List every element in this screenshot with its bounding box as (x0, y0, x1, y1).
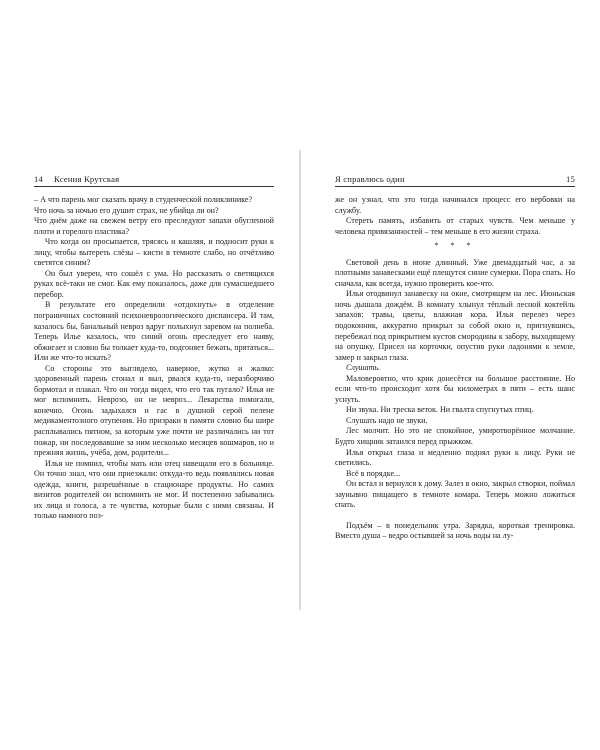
paragraph: Илья отодвинул занавеску на окне, смотрящем на лес. Июньская ночь дышала дождём. В комнату хлынул тёплый лесной коктейль запахов: травы, цветы, влажная кора. Илья перелез через подоконник, аккуратно прикрыл за собой окно и, пригнувшись, перебежал под прикрытием кустов смородины к забору, выходящему на опушку. Присел на корточки, опустив руки ладонями к земле, замер и закрыл глаза. (335, 289, 575, 362)
right-page-header (335, 172, 575, 187)
right-page-body (335, 195, 575, 542)
paragraph: Что днём даже на свежем ветру его преследуют запахи обугленной плоти и горелого пластика? (34, 216, 274, 236)
paragraph: Маловероятно, что крик донесётся на большое расстояние. Но если что-то происходит хотя бы километрах в пяти – есть шанс уснуть. (335, 373, 575, 404)
paragraph: Со стороны это выглядело, наверное, жутко и жалко: здоровенный парень стонал и выл, рвался куда-то, неразборчиво бормотал и плакал. Что он тогда видел, что его так пугало? Илья не мог вспомнить. Неврозо, он не невроз... Лекарства помогали, конечно. Огонь задыхался и гас в душной серой пелене медикаментозного отупения. Но призраки в памяти словно бы шире расплывались пятном, за которым уже почти не различались ни тот пожар, ни последовавшие за ним несколько месяцев кошмаров, но и прежняя жизнь, учёба, дом, родители... (34, 363, 274, 458)
right-page (335, 172, 575, 542)
paragraph: Световой день в июне длинный. Уже двенадцатый час, а за плотными занавесками ещё плещутся синие сумерки. Пора спать. Но сначала, как всегда, нужно проверить кое-что. (335, 257, 575, 288)
paragraph: Илья не помнил, чтобы мать или отец навещали его в больнице. Он точно знал, что они приезжали: откуда-то ведь появлялись новая одежда, книги, разрешённые в стационаре продукты. Но самих визитов родителей он вспомнить не мог. И постепенно забывались их лица и голоса, а те чувства, которые были с ними связаны. И только намного поз- (34, 458, 274, 521)
right-page-number: 15 (566, 174, 575, 184)
paragraph: Слушать надо не звуки. (346, 415, 428, 425)
left-page-number: 14 (34, 174, 43, 184)
book-gutter (299, 150, 301, 610)
left-page-body (34, 195, 274, 522)
paragraph: Илья открыл глаза и медленно поднял руки к лицу. Руки не светились. (335, 447, 575, 468)
paragraph: – А что парень мог сказать врачу в студенческой поликлинике? (34, 195, 253, 204)
paragraph: Лес молчит. Но это не спокойное, умиротворённое молчание. Будто хищник затаился перед прыжком. (335, 426, 575, 447)
paragraph: Ни звука. Ни треска веток. Ни гвалта спугнутых птиц. (346, 405, 534, 415)
paragraph: же он узнал, что это тогда начинался процесс его вербовки на службу. (335, 195, 575, 215)
paragraph: Подъём – в понедельник утра. Зарядка, короткая тренировка. Вместо душа – ведро остывшей за ночь воды на лу- (335, 520, 575, 541)
left-page-header (34, 172, 274, 187)
paragraph: Он был уверен, что сошёл с ума. Но рассказать о светящихся руках всё-таки не смог. Как ему показалось, даже для сумасшедшего перебор. (34, 268, 274, 299)
left-page (34, 172, 274, 522)
section-separator: * * * (434, 241, 476, 251)
left-running-head: Ксения Крутская (54, 174, 120, 184)
paragraph: В результате его определили «отдохнуть» в отделение пограничных состояний психоневрологического диспансера. И там, казалось бы, банальный невроз вдруг полыхнул заревом на полнеба. Теперь Илье казалось, что синий огонь преследует его наяву, обжигает и словно бы толкает куда-то, подгоняет бежать, прятаться... Или же что-то искать? (34, 300, 274, 363)
paragraph-italic: Слушать. (346, 363, 381, 373)
paragraph: Что когда он просыпается, трясясь и кашляя, и подносит руки к лицу, чтобы вытереть слёзы – кисти в темноте слабо, но отчётливо светятся синим? (34, 237, 274, 268)
right-running-head: Я справлюсь один (335, 174, 405, 184)
paragraph: Всё в порядке... (346, 468, 401, 478)
paragraph: Что ночь за ночью его душит страх, не убийца ли он? (34, 205, 219, 215)
paragraph: Стереть память, избавить от старых чувств. Чем меньше у человека привязанностей – тем меньше в его жизни страха. (335, 216, 575, 236)
paragraph: Он встал и вернулся к дому. Залез в окно, закрыл створки, поймал заунывно пищащего в темноте комара. Теперь можно ложиться спать. (335, 479, 575, 510)
